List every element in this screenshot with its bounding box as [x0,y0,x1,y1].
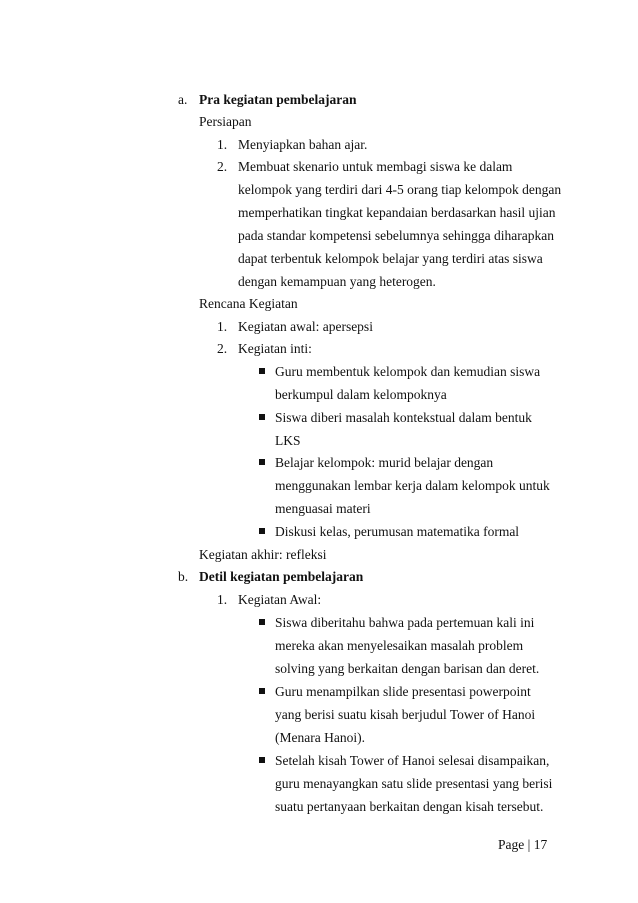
rencana-item-1-text: Kegiatan awal: apersepsi [238,319,373,334]
persiapan-item-1-text: Menyiapkan bahan ajar. [238,137,368,152]
bullet-icon [259,757,265,763]
detil-item-1-num: 1. [217,592,228,607]
awal-bullet-line: guru menayangkan satu slide presentasi yang berisi [275,776,553,791]
section-a-title: Pra kegiatan pembelajaran [199,92,357,107]
awal-bullet-line: yang berisi suatu kisah berjudul Tower of Hanoi [275,707,536,722]
awal-bullet-line: solving yang berkaitan dengan barisan dan deret. [275,661,540,676]
awal-bullet-line: Siswa diberitahu bahwa pada pertemuan kali ini [275,615,535,630]
persiapan-item-1-num: 1. [217,137,228,152]
persiapan-item-2-line: memperhatikan tingkat kepandaian berdasarkan hasil ujian [238,205,556,220]
rencana-item-2-text: Kegiatan inti: [238,341,312,356]
section-b-marker: b. [178,569,189,584]
page-number: Page | 17 [498,837,548,852]
bullet-icon [259,619,265,625]
awal-bullet-line: Setelah kisah Tower of Hanoi selesai disampaikan, [275,753,550,768]
inti-bullet-line: menguasai materi [275,501,371,516]
rencana-item-1-num: 1. [217,319,228,334]
awal-bullet-line: suatu pertanyaan berkaitan dengan kisah tersebut. [275,799,544,814]
section-a-marker: a. [178,92,188,107]
persiapan-item-2-num: 2. [217,159,228,174]
persiapan-item-2-line: dapat terbentuk kelompok belajar yang terdiri atas siswa [238,251,543,266]
inti-bullet-line: Belajar kelompok: murid belajar dengan [275,455,494,470]
inti-bullet-line: Guru membentuk kelompok dan kemudian siswa [275,364,541,379]
persiapan-heading: Persiapan [199,114,252,129]
bullet-icon [259,459,265,465]
rencana-heading: Rencana Kegiatan [199,296,298,311]
inti-bullet-line: LKS [275,433,301,448]
inti-bullet-line: Diskusi kelas, perumusan matematika formal [275,524,520,539]
inti-bullet-line: berkumpul dalam kelompoknya [275,387,447,402]
bullet-icon [259,368,265,374]
rencana-item-2-num: 2. [217,341,228,356]
persiapan-item-2-line: dengan kemampuan yang heterogen. [238,274,436,289]
inti-bullet-line: Siswa diberi masalah kontekstual dalam bentuk [275,410,532,425]
bullet-icon [259,414,265,420]
bullet-icon [259,528,265,534]
awal-bullet-line: (Menara Hanoi). [275,730,365,745]
persiapan-item-2-line: pada standar kompetensi sebelumnya sehingga diharapkan [238,228,555,243]
kegiatan-akhir: Kegiatan akhir: refleksi [199,547,327,562]
awal-bullet-line: mereka akan menyelesaikan masalah problem [275,638,524,653]
section-b-title: Detil kegiatan pembelajaran [199,569,364,584]
persiapan-item-2-line: kelompok yang terdiri dari 4-5 orang tiap kelompok dengan [238,182,562,197]
persiapan-item-2-line: Membuat skenario untuk membagi siswa ke dalam [238,159,513,174]
bullet-icon [259,688,265,694]
detil-item-1-text: Kegiatan Awal: [238,592,322,607]
awal-bullet-line: Guru menampilkan slide presentasi powerpoint [275,684,531,699]
inti-bullet-line: menggunakan lembar kerja dalam kelompok untuk [275,478,550,493]
